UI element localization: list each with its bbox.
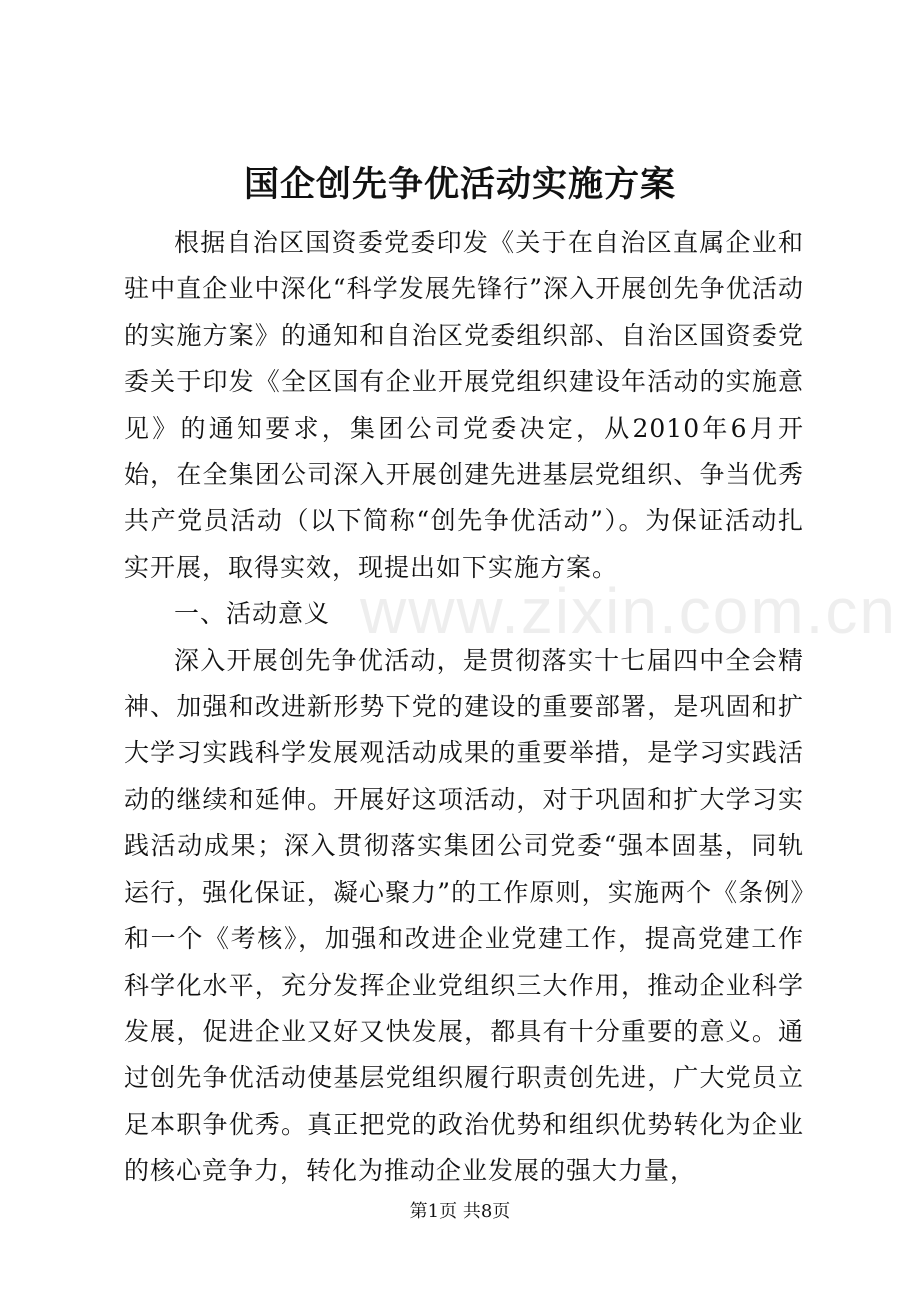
watermark-text: www.zixin.com.cn [360,575,897,647]
paragraph-significance: 深入开展创先争优活动，是贯彻落实十七届四中全会精神、加强和改进新形势下党的建设的重要部署，是巩固和扩大学习实践科学发展观活动成果的重要举措，是学习实践活动的继续和延伸。开展好这项活动，对于巩固和扩大学习实践活动成果；深入贯彻落实集团公司党委“强本固基，同轨运行，强化保证，凝心聚力”的工作原则，实施两个《条例》和一个《考核》，加强和改进企业党建工作，提高党建工作科学化水平，充分发挥企业党组织三大作用，推动企业科学发展，促进企业又好又快发展，都具有十分重要的意义。通过创先争优活动使基层党组织履行职责创先进，广大党员立足本职争优秀。真正把党的政治优势和组织优势转化为企业的核心竞争力，转化为推动企业发展的强大力量， [124,645,804,1186]
paragraph-intro: 根据自治区国资委党委印发《关于在自治区直属企业和驻中直企业中深化“科学发展先锋行”深入开展创先争优活动的实施方案》的通知和自治区党委组织部、自治区国资委党委关于印发《全区国有企业开展党组织建设年活动的实施意见》的通知要求，集团公司党委决定，从2010年6月开始，在全集团公司深入开展创建先进基层党组织、争当优秀共产党员活动（以下简称“创先争优活动”）。为保证活动扎实开展，取得实效，现提出如下实施方案。 [124,228,804,582]
section-heading-activity-significance: 一、活动意义 [174,599,331,629]
page-footer: 第1页 共8页 [409,1201,511,1222]
document-title: 国企创先争优活动实施方案 [243,164,676,205]
document-body [124,220,804,1195]
